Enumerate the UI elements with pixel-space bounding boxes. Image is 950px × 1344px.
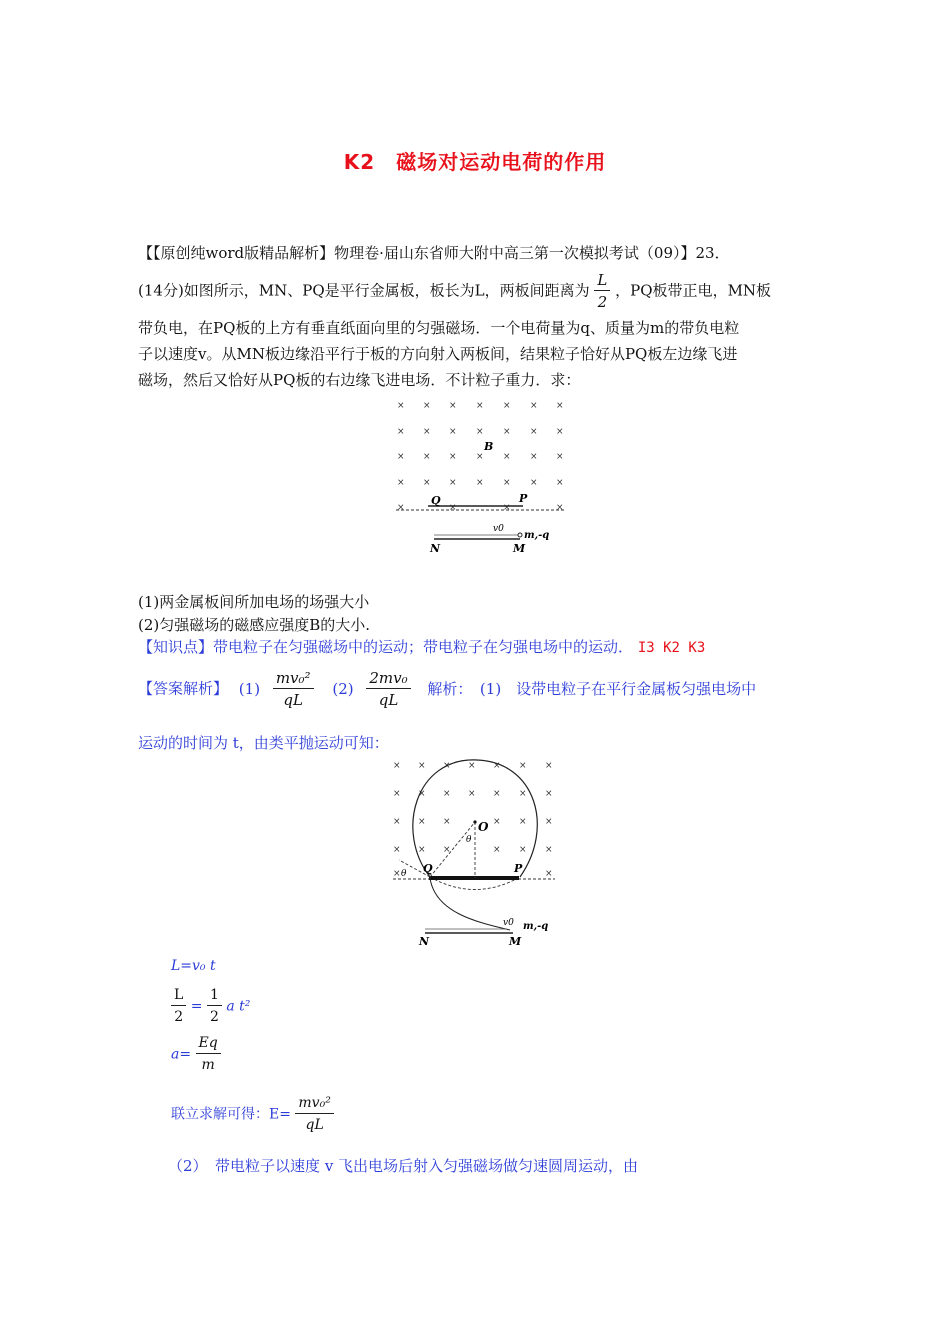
cross-mark: × (449, 401, 457, 411)
cross-mark: × (519, 789, 527, 799)
cross-mark: × (423, 427, 431, 437)
fraction-numerator: mv₀² (273, 668, 314, 689)
cross-mark: × (545, 845, 553, 855)
label-mq: m,-q (523, 921, 549, 932)
cross-mark: × (449, 452, 457, 462)
equation-result-prefix: 联立求解可得：E= (171, 1106, 291, 1123)
cross-mark: × (476, 452, 484, 462)
cross-mark: × (530, 427, 538, 437)
equals-sign: = (190, 998, 203, 1015)
fraction-e-result (295, 1093, 333, 1136)
part-2-text: （2） 带电粒子以速度 v 飞出电场后射入匀强磁场做匀速圆周运动，由 (168, 1157, 639, 1175)
figure-circular-trajectory (385, 752, 560, 950)
cross-mark: × (503, 401, 511, 411)
knowledge-points (138, 637, 705, 658)
answer-part-2-marker: (2) (332, 679, 354, 698)
cross-mark: × (530, 452, 538, 462)
fraction-denominator: qL (378, 691, 399, 709)
cross-mark: × (443, 761, 451, 771)
cross-mark: × (476, 427, 484, 437)
answer-line (138, 668, 756, 718)
fraction-denominator: m (201, 1057, 215, 1073)
answer-1-fraction (273, 668, 314, 711)
cross-mark: × (393, 845, 401, 855)
cross-mark: × (493, 845, 501, 855)
cross-mark: × (418, 817, 426, 827)
equation-4 (171, 1093, 334, 1143)
cross-mark: × (443, 789, 451, 799)
knowledge-codes: I3 K2 K3 (637, 640, 706, 656)
cross-mark: × (556, 427, 564, 437)
cross-mark: × (397, 401, 405, 411)
label-Q: Q (423, 862, 433, 875)
cross-mark: × (449, 478, 457, 488)
figure-plates-magnetic-field (390, 398, 580, 558)
label-v0: v0 (493, 524, 504, 534)
equation-lhs: a= (171, 1046, 192, 1063)
cross-mark: × (503, 452, 511, 462)
fraction-numerator: 2mv₀ (366, 668, 410, 689)
fraction-denominator: 2 (597, 293, 608, 311)
answer-2-fraction (366, 668, 410, 711)
label-B: B (484, 440, 494, 453)
fraction-numerator: L (594, 270, 610, 291)
label-N: N (430, 542, 441, 555)
equation-2 (171, 985, 250, 1030)
cross-mark: × (476, 478, 484, 488)
label-v0: v0 (503, 918, 514, 928)
cross-mark: × (493, 761, 501, 771)
fraction-denominator: 2 (174, 1009, 184, 1025)
knowledge-label: 【知识点】 (138, 638, 214, 656)
label-N: N (419, 935, 430, 948)
fraction-one-half (207, 985, 222, 1028)
cross-mark: × (449, 503, 457, 513)
label-theta-left: θ (401, 869, 407, 879)
cross-mark: × (530, 478, 538, 488)
cross-mark: × (493, 817, 501, 827)
fraction-l-over-2 (171, 985, 186, 1028)
fraction-numerator: mv₀² (295, 1093, 333, 1114)
particle (518, 533, 522, 537)
cross-mark: × (393, 761, 401, 771)
center-point (473, 820, 476, 823)
cross-mark: × (423, 452, 431, 462)
problem-text: (14分)如图所示，MN、PQ是平行金属板，板长为L，两板间距离为 (138, 281, 590, 300)
fraction-numerator: Eq (196, 1033, 221, 1054)
problem-line-2 (138, 270, 771, 313)
fraction-numerator: L (171, 985, 186, 1006)
label-mq: m,-q (524, 530, 550, 541)
answer-label: 【答案解析】 (138, 679, 229, 698)
cross-mark: × (418, 761, 426, 771)
cross-mark: × (556, 452, 564, 462)
label-O: O (478, 820, 489, 834)
cross-mark: × (418, 789, 426, 799)
magnetic-field-crosses (397, 401, 564, 513)
cross-mark: × (397, 427, 405, 437)
cross-mark: × (519, 845, 527, 855)
cross-mark: × (519, 761, 527, 771)
cross-mark: × (519, 817, 527, 827)
cross-mark: × (397, 452, 405, 462)
cross-mark: × (443, 845, 451, 855)
label-theta-top: θ (466, 835, 472, 845)
cross-mark: × (493, 789, 501, 799)
fraction-denominator: qL (283, 691, 303, 709)
cross-mark: × (397, 503, 405, 513)
equation-tail: a t² (226, 998, 251, 1015)
cross-mark: × (397, 478, 405, 488)
cross-mark: × (503, 503, 511, 513)
cross-mark: × (556, 478, 564, 488)
answer-part-1-marker: (1) (238, 679, 261, 698)
fraction-numerator: 1 (207, 985, 222, 1006)
cross-mark: × (545, 817, 553, 827)
cross-mark: × (545, 789, 553, 799)
cross-mark: × (468, 761, 476, 771)
equation-3 (171, 1033, 221, 1078)
cross-mark: × (545, 869, 553, 879)
problem-line-3: 带负电，在PQ板的上方有垂直纸面向里的匀强磁场．一个电荷量为q、质量为m的带负电粒 (138, 319, 740, 337)
fraction-denominator: qL (305, 1117, 324, 1133)
label-P: P (519, 492, 528, 505)
label-P: P (514, 862, 523, 875)
cross-mark: × (393, 869, 401, 879)
cross-mark: × (468, 789, 476, 799)
fraction-l-over-2 (594, 270, 610, 313)
label-M: M (513, 542, 526, 555)
cross-mark: × (530, 401, 538, 411)
cross-mark: × (418, 845, 426, 855)
cross-mark: × (545, 761, 553, 771)
equation-1: L=v₀ t (171, 958, 216, 974)
answer-intro: 解析： (1) 设带电粒子在平行金属板匀强电场中 (427, 679, 757, 698)
fraction-eq-over-m (196, 1033, 221, 1076)
source-line: 【【原创纯word版精品解析】物理卷·届山东省师大附中高三第一次模拟考试（09）】23． (138, 244, 730, 262)
cross-mark: × (503, 427, 511, 437)
cross-mark: × (476, 401, 484, 411)
label-Q: Q (431, 494, 441, 507)
fraction-denominator: 2 (209, 1009, 219, 1025)
cross-mark: × (449, 427, 457, 437)
cross-mark: × (393, 817, 401, 827)
cross-mark: × (503, 478, 511, 488)
label-M: M (509, 935, 522, 948)
cross-mark: × (556, 401, 564, 411)
problem-text: ，PQ板带正电，MN板 (615, 281, 772, 300)
cross-mark: × (423, 401, 431, 411)
page-title: K2 磁场对运动电荷的作用 (343, 150, 607, 174)
radius-oq (430, 822, 475, 877)
question-2: (2)匀强磁场的磁感应强度B的大小. (138, 616, 371, 634)
cross-mark: × (556, 503, 564, 513)
answer-line-2: 运动的时间为 t，由类平抛运动可知： (138, 734, 389, 752)
cross-mark: × (393, 789, 401, 799)
problem-line-5: 磁场，然后又恰好从PQ板的右边缘飞进电场．不计粒子重力．求： (138, 371, 581, 389)
question-1: (1)两金属板间所加电场的场强大小 (138, 593, 370, 611)
knowledge-text: 带电粒子在匀强磁场中的运动；带电粒子在匀强电场中的运动． (213, 638, 634, 656)
problem-line-4: 子以速度v。从MN板边缘沿平行于板的方向射入两板间，结果粒子恰好从PQ板左边缘飞进 (138, 345, 738, 363)
cross-mark: × (443, 817, 451, 827)
cross-mark: × (423, 478, 431, 488)
